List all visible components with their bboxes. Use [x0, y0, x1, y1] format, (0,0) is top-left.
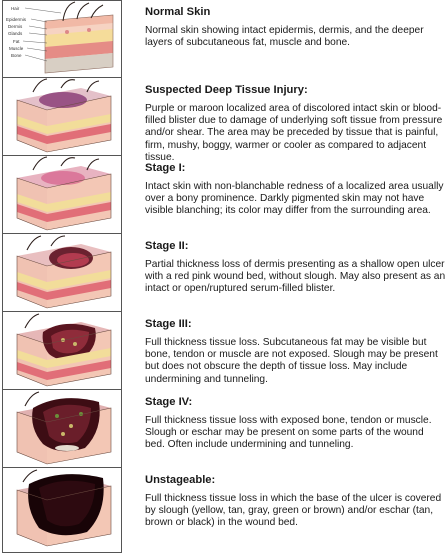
row-stage-3 [2, 312, 446, 390]
stage-title: Stage III: [145, 318, 192, 330]
row-unstageable [2, 468, 446, 553]
stage-description: Full thickness tissue loss with exposed bone, tendon or muscle. Slough or eschar may be present on some parts of the wound bed. Often include undermining and tunneling. [145, 415, 432, 451]
stage-description: Normal skin showing intact epidermis, dermis, and the deeper layers of subcutaneous fat, muscle and bone. [145, 25, 424, 49]
pressure-ulcer-stages-table [2, 0, 446, 553]
stage-title: Suspected Deep Tissue Injury: [145, 84, 308, 96]
row-deep-tissue-injury [2, 78, 446, 163]
label-bone: Bone [11, 53, 22, 58]
row-normal-skin [2, 0, 446, 78]
stage-1-illustration [2, 156, 122, 234]
stage-description: Full thickness tissue loss. Subcutaneous fat may be visible but bone, tendon or muscle are not exposed. Slough may be present but does not obscure the depth of tissue loss. May include undermining and tunneling. [145, 337, 438, 385]
row-stage-4 [2, 390, 446, 468]
stage-description: Partial thickness loss of dermis presenting as a shallow open ulcer with a red pink wound bed, without slough. May also present as an intact or open/ruptured serum-filled blister. [145, 259, 446, 295]
stage-title: Stage IV: [145, 396, 193, 408]
label-dermis: Dermis [8, 24, 23, 29]
stage-description: Intact skin with non-blanchable redness of a localized area usually over a bony prominence. Darkly pigmented skin may not have visible blanching; its color may differ from the surrounding area. [145, 181, 444, 217]
stage-title: Unstageable: [145, 474, 216, 486]
label-glands: Glands [8, 31, 23, 36]
row-stage-1 [2, 156, 446, 234]
stage-title: Stage II: [145, 240, 189, 252]
label-muscle: Muscle [9, 46, 24, 51]
label-fat: Fat [13, 39, 20, 44]
normal-skin-illustration [2, 0, 122, 78]
unstageable-illustration [2, 468, 122, 553]
stage-description: Purple or maroon localized area of discolored intact skin or blood-filled blister due to damage of underlying soft tissue from pressure and/or shear. The area may be preceded by tissue that is painful, firm, mushy, boggy, warmer or cooler as compared to adjacent tissue. [145, 103, 443, 163]
stage-4-illustration [2, 390, 122, 468]
label-hair: Hair [11, 6, 20, 11]
deep-tissue-injury-illustration [2, 78, 122, 156]
label-epidermis: Epidermis [6, 17, 27, 22]
row-stage-2 [2, 234, 446, 312]
stage-2-illustration [2, 234, 122, 312]
stage-title: Normal Skin [145, 6, 211, 18]
stage-3-illustration [2, 312, 122, 390]
stage-title: Stage I: [145, 162, 186, 174]
stage-description: Full thickness tissue loss in which the base of the ulcer is covered by slough (yellow, tan, gray, green or brown) and/or eschar (tan, brown or black) in the wound bed. [145, 493, 442, 529]
